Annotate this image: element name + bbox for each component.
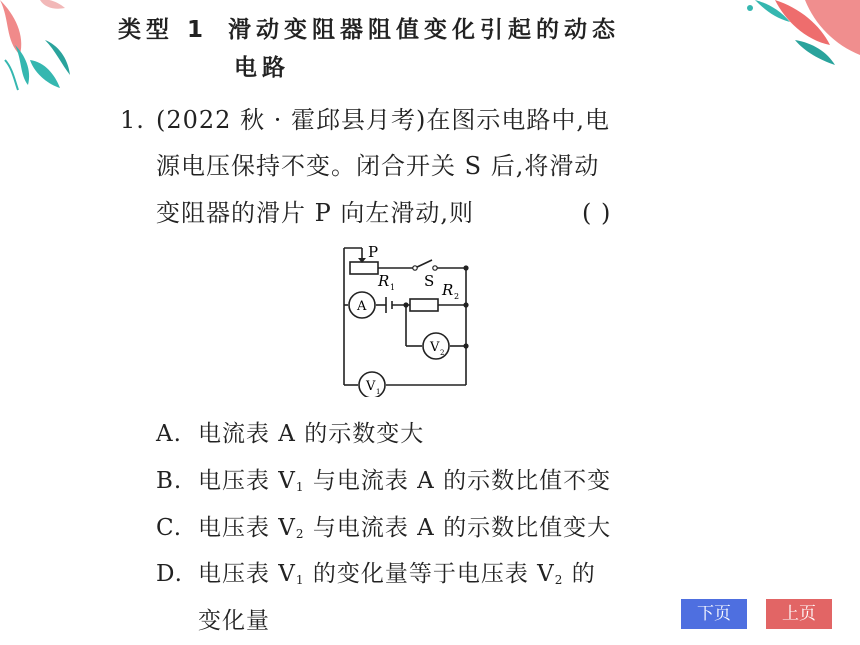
option-b — [156, 461, 611, 507]
option-c-text-pre: 电压表 V — [198, 515, 296, 541]
label-S: S — [424, 272, 435, 290]
section-title-line1: 滑动变阻器阻值变化引起的动态 — [228, 17, 620, 43]
question-line3: 变阻器的滑片 P 向左滑动,则 — [156, 199, 475, 227]
option-c-text-post: 与电流表 A 的示数比值变大 — [304, 515, 612, 541]
option-d-line2: 变化量 — [198, 608, 270, 634]
answer-blank: ( ) — [582, 199, 612, 227]
option-a-letter: A. — [156, 421, 182, 447]
option-b-text-pre: 电压表 V — [198, 468, 296, 494]
option-b-sub: 1 — [295, 480, 305, 494]
voltmeter-v2-label: V — [430, 340, 440, 355]
option-d-text-pre: 电压表 V — [198, 561, 296, 587]
option-d — [156, 554, 596, 600]
voltmeter-v2-sub: 2 — [440, 349, 445, 357]
option-a — [156, 414, 424, 454]
section-tag: 类型 1 — [118, 17, 209, 43]
label-P: P — [368, 243, 379, 261]
voltmeter-v1-label: V — [366, 379, 376, 394]
option-d-text-end: 的 — [563, 561, 596, 587]
label-R1-sub: 1 — [390, 283, 396, 292]
section-title-line2: 电路 — [234, 55, 290, 81]
leaf-decoration-right — [735, 0, 860, 70]
option-c — [156, 508, 611, 554]
option-b-letter: B. — [156, 468, 183, 494]
circuit-diagram — [330, 242, 480, 397]
question-number: 1. — [120, 106, 145, 134]
ammeter-label: A — [357, 299, 367, 314]
option-b-text-post: 与电流表 A 的示数比值不变 — [304, 468, 612, 494]
label-R2: R — [442, 281, 454, 299]
option-d-sub: 1 — [295, 573, 305, 587]
previous-page-button[interactable]: 上页 — [766, 599, 832, 629]
option-a-text: 电流表 A 的示数变大 — [198, 421, 425, 447]
leaf-decoration-left — [0, 0, 80, 95]
option-c-letter: C. — [156, 515, 183, 541]
option-d-sub2: 2 — [554, 573, 564, 587]
label-R1: R — [378, 272, 390, 290]
question-line1: (2022 秋 · 霍邱县月考)在图示电路中,电 — [156, 106, 610, 134]
next-page-button[interactable]: 下页 — [681, 599, 747, 629]
voltmeter-v1-sub: 1 — [376, 388, 381, 396]
option-c-sub: 2 — [295, 527, 305, 541]
option-d-letter: D. — [156, 561, 183, 587]
section-heading — [118, 8, 620, 81]
question-line2: 源电压保持不变。闭合开关 S 后,将滑动 — [156, 152, 600, 180]
option-d-text-mid: 的变化量等于电压表 V — [304, 561, 555, 587]
label-R2-sub: 2 — [454, 292, 460, 301]
